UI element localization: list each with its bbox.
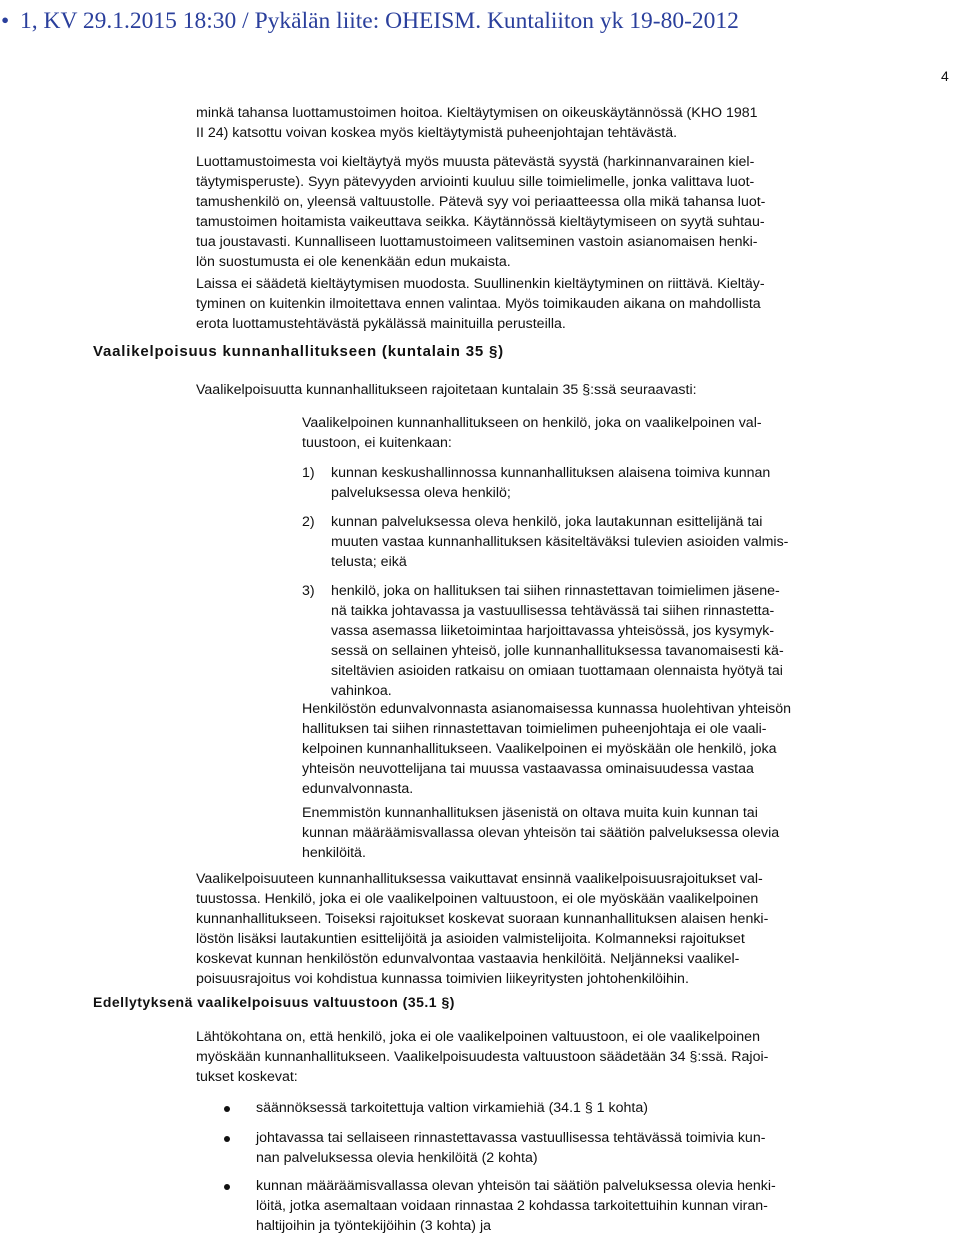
page-number: 4	[941, 68, 949, 84]
quote-paragraph-3: Enemmistön kunnanhallituksen jäsenistä on oltava muita kuin kunnan tai kunnan määräämisvallassa olevan yhteisön tai säätiön palveluksessa olevia henkilöitä.	[302, 805, 780, 861]
list-number-3: 3)	[302, 583, 315, 599]
list-item-1: kunnan keskushallinnossa kunnanhallituksen alaisena toimiva kunnan palveluksessa oleva henkilö;	[331, 465, 771, 501]
list-item-2: kunnan palveluksessa oleva henkilö, joka lautakunnan esittelijänä tai muuten vastaa kunnanhallituksen käsiteltäväksi tulevien asioiden valmis- telusta; eikä	[331, 514, 789, 570]
paragraph-intro-2: Luottamustoimesta voi kieltäytyä myös muusta pätevästä syystä (harkinnanvarainen kiel- täytymisperuste). Syyn pätevyyden arviointi kuuluu sille toimielimelle, jonka valittava luot- tamushenkilö on, yleensä valtuustolle. Pätevä syy voi periaatteessa olla mikä tahansa luot- tamustoimen hoitamista vaikeuttava seikka. Käytännössä kieltäytymiseen on syytä suhtau- tua joustavasti. Kunnalliseen luottamustoimeen valitseminen vastoin asianomaisen henki- lön suostumusta ei ole kenenkään edun mukaista.	[196, 154, 766, 270]
document-header	[0, 0, 960, 44]
quote-intro: Vaalikelpoinen kunnanhallitukseen on henkilö, joka on vaalikelpoinen val- tuustoon, ei kuitenkaan:	[302, 415, 762, 451]
list-number-2: 2)	[302, 514, 315, 530]
section1-lead: Vaalikelpoisuutta kunnanhallitukseen rajoitetaan kuntalain 35 §:ssä seuraavasti:	[196, 382, 697, 398]
bullet-item-3: kunnan määräämisvallassa olevan yhteisön tai säätiön palveluksessa olevia henki- löitä, jotka asemaltaan voidaan rinnastaa 2 kohdassa tarkoitettuihin kunnan viran- haltijoihin ja työntekijöihin (3 kohta) ja	[256, 1178, 776, 1234]
list-number-1: 1)	[302, 465, 315, 481]
bullet-icon	[224, 1184, 230, 1190]
section-heading-vaalikelpoisuus: Vaalikelpoisuus kunnanhallitukseen (kuntalain 35 §)	[93, 343, 504, 360]
bullet-item-2: johtavassa tai sellaiseen rinnastettavassa vastuullisessa tehtävässä toimivia kun- nan palveluksessa olevia henkilöitä (2 kohta)	[256, 1130, 766, 1166]
header-text: 1, KV 29.1.2015 18:30 / Pykälän liite: OHEISM. Kuntaliiton yk 19-80-2012	[20, 8, 739, 34]
bullet-icon	[224, 1136, 230, 1142]
quote-paragraph-2: Henkilöstön edunvalvonnasta asianomaisessa kunnassa huolehtivan yhteisön hallituksen tai siihen rinnastettavan toimielimen puheenjohtaja ei ole vaali- kelpoinen kunnanhallitukseen. Vaalikelpoinen ei myöskään ole henkilö, joka yhteisön neuvottelijana tai muussa vastaavassa ominaisuudessa vastaa edunvalvonnasta.	[302, 701, 791, 797]
bullet-icon	[224, 1106, 230, 1112]
bullet-item-1: säännöksessä tarkoitettuja valtion virkamiehiä (34.1 § 1 kohta)	[256, 1100, 648, 1116]
section1-body: Vaalikelpoisuuteen kunnanhallituksessa vaikuttavat ensinnä vaalikelpoisuusrajoitukset val- tuustossa. Henkilö, joka ei ole vaalikelpoinen valtuustoon, ei ole myöskään vaalikelpoinen kunnanhallitukseen. Toiseksi rajoitukset koskevat suoraan kunnanhallituksen alaisen henki- löstön lisäksi lautakuntien esittelijöitä ja asioiden valmistelijoita. Kolmanneksi rajoitukset koskevat kunnan henkilöstön edunvalvontaa vastaavia henkilöitä. Neljänneksi vaalikel- poisuusrajoitus voi kohdistua kunnassa toimivien liikeyritysten johtohenkilöihin.	[196, 871, 769, 987]
section2-lead: Lähtökohtana on, että henkilö, joka ei ole vaalikelpoinen valtuustoon, ei ole vaalikelpoinen myöskään kunnanhallitukseen. Vaalikelpoisuudesta valtuustoon säädetään 34 §:ssä. Rajoi- tukset koskevat:	[196, 1029, 769, 1085]
paragraph-intro-1: minkä tahansa luottamustoimen hoitoa. Kieltäytymisen on oikeuskäytännössä (KHO 1981 II 24) katsottu voivan koskea myös kieltäytymistä puheenjohtajan tehtävästä.	[196, 105, 758, 141]
list-item-3: henkilö, joka on hallituksen tai siihen rinnastettavan toimielimen jäsene- nä taikka johtavassa ja vastuullisessa tehtävässä tai siihen rinnastetta- vassa asemassa liiketoimintaa harjoittavassa yhteisössä, jos kysymyk- sessä on sellainen yhteisö, jolle kunnanhallituksessa tavanomaisesti kä- siteltävien asioiden ratkaisu on omiaan tuottamaan olennaista hyötyä tai vahinkoa.	[331, 583, 784, 699]
paragraph-intro-3: Laissa ei säädetä kieltäytymisen muodosta. Suullinenkin kieltäytyminen on riittävä. Kieltäy- tyminen on kuitenkin ilmoitettava ennen valintaa. Myös toimikauden aikana on mahdollista erota luottamustehtävästä pykälässä mainituilla perusteilla.	[196, 276, 765, 332]
section-heading-edellytyksena: Edellytyksenä vaalikelpoisuus valtuustoon (35.1 §)	[93, 994, 455, 1010]
header-bullet-icon: •	[1, 8, 10, 34]
